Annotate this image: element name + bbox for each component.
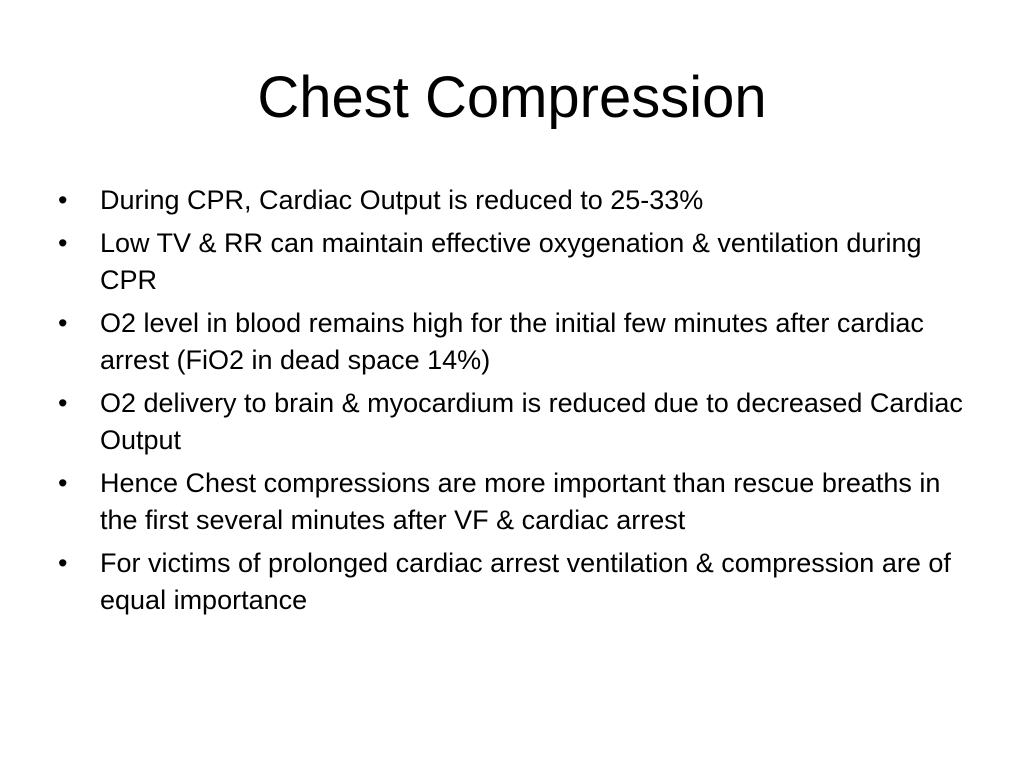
- list-item: [56, 465, 976, 539]
- list-item: [56, 545, 976, 619]
- bullet-icon: •: [58, 468, 68, 498]
- bullet-icon: •: [58, 228, 68, 258]
- bullet-icon: •: [58, 548, 68, 578]
- list-item: [56, 182, 976, 219]
- bullet-text: During CPR, Cardiac Output is reduced to 25-33%: [100, 185, 704, 215]
- bullet-icon: •: [58, 388, 68, 418]
- list-item: [56, 385, 976, 459]
- bullet-icon: •: [58, 308, 68, 338]
- bullet-list: [56, 182, 976, 625]
- list-item: [56, 225, 976, 299]
- bullet-text: Hence Chest compressions are more important than rescue breaths in the first several minutes after VF & cardiac arrest: [100, 468, 941, 535]
- bullet-text: Low TV & RR can maintain effective oxygenation & ventilation during CPR: [100, 228, 922, 295]
- bullet-text: For victims of prolonged cardiac arrest ventilation & compression are of equal importance: [100, 548, 951, 615]
- bullet-text: O2 level in blood remains high for the initial few minutes after cardiac arrest (FiO2 in dead space 14%): [100, 308, 924, 375]
- slide-title: Chest Compression: [257, 65, 767, 130]
- bullet-text: O2 delivery to brain & myocardium is reduced due to decreased Cardiac Output: [100, 388, 963, 455]
- list-item: [56, 305, 976, 379]
- bullet-icon: •: [58, 185, 68, 215]
